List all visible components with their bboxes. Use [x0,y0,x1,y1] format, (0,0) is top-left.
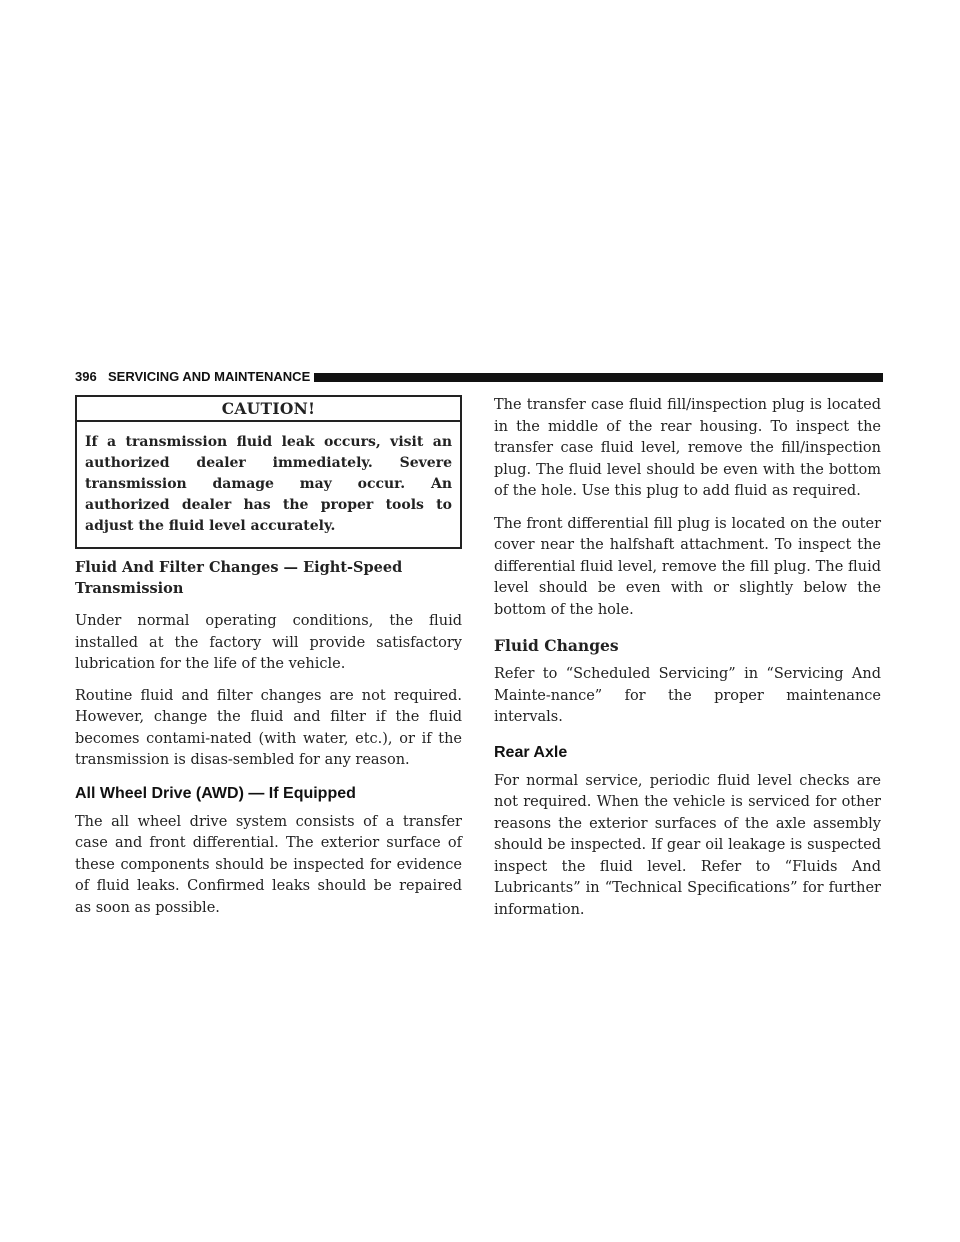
caution-box [75,395,462,549]
rear-axle-heading: Rear Axle [494,743,568,761]
header-rule [314,373,883,382]
fluid-changes-paragraph: Refer to “Scheduled Servicing” in “Servicing And Mainte-nance” for the proper maintenance intervals. [494,666,881,725]
filter-changes-paragraph-2: Routine fluid and filter changes are not required. However, change the fluid and filter if the fluid becomes contami-nated (with water, etc.), or if the transmission is disas-sembled for any reason. [75,687,462,768]
left-column [75,395,462,929]
rear-axle-paragraph: For normal service, periodic fluid level checks are not required. When the vehicle is serviced for other reasons the exterior surfaces of the axle assembly should be inspected. If gear oil leakage is suspected inspect the fluid level. Refer to “Fluids And Lubricants” in “Technical Specifications” for further information. [494,772,881,918]
transfer-case-paragraph: The transfer case fluid fill/inspection plug is located in the middle of the rear housing. To inspect the transfer case fluid level, remove the fill/inspection plug. The fluid level should be even with the bottom of the hole. Use this plug to add fluid as required. [494,397,881,499]
filter-changes-heading: Fluid And Filter Changes — Eight-Speed Transmission [75,559,403,597]
caution-title: CAUTION! [77,397,460,422]
fluid-changes-heading: Fluid Changes [494,636,619,655]
front-differential-paragraph: The front differential fill plug is located on the outer cover near the halfshaft attachment. To inspect the differential fluid level, remove the fill plug. The fluid level should be even with or slightly below the bottom of the hole. [494,515,881,618]
filter-changes-paragraph-1: Under normal operating conditions, the fluid installed at the factory will provide satisfactory lubrication for the life of the vehicle. [75,613,462,672]
right-column [494,395,881,931]
caution-body: If a transmission fluid leak occurs, visit an authorized dealer immediately. Severe transmission damage may occur. An authorized dealer has the proper tools to adjust the fluid level accurately. [85,434,452,534]
page-number: 396 [75,369,97,384]
section-title: SERVICING AND MAINTENANCE [108,369,311,384]
awd-heading: All Wheel Drive (AWD) — If Equipped [75,784,356,802]
page-header [75,369,883,385]
awd-paragraph: The all wheel drive system consists of a transfer case and front differential. The exterior surface of these components should be inspected for evidence of fluid leaks. Confirmed leaks should be repaired as soon as possible. [75,813,462,916]
